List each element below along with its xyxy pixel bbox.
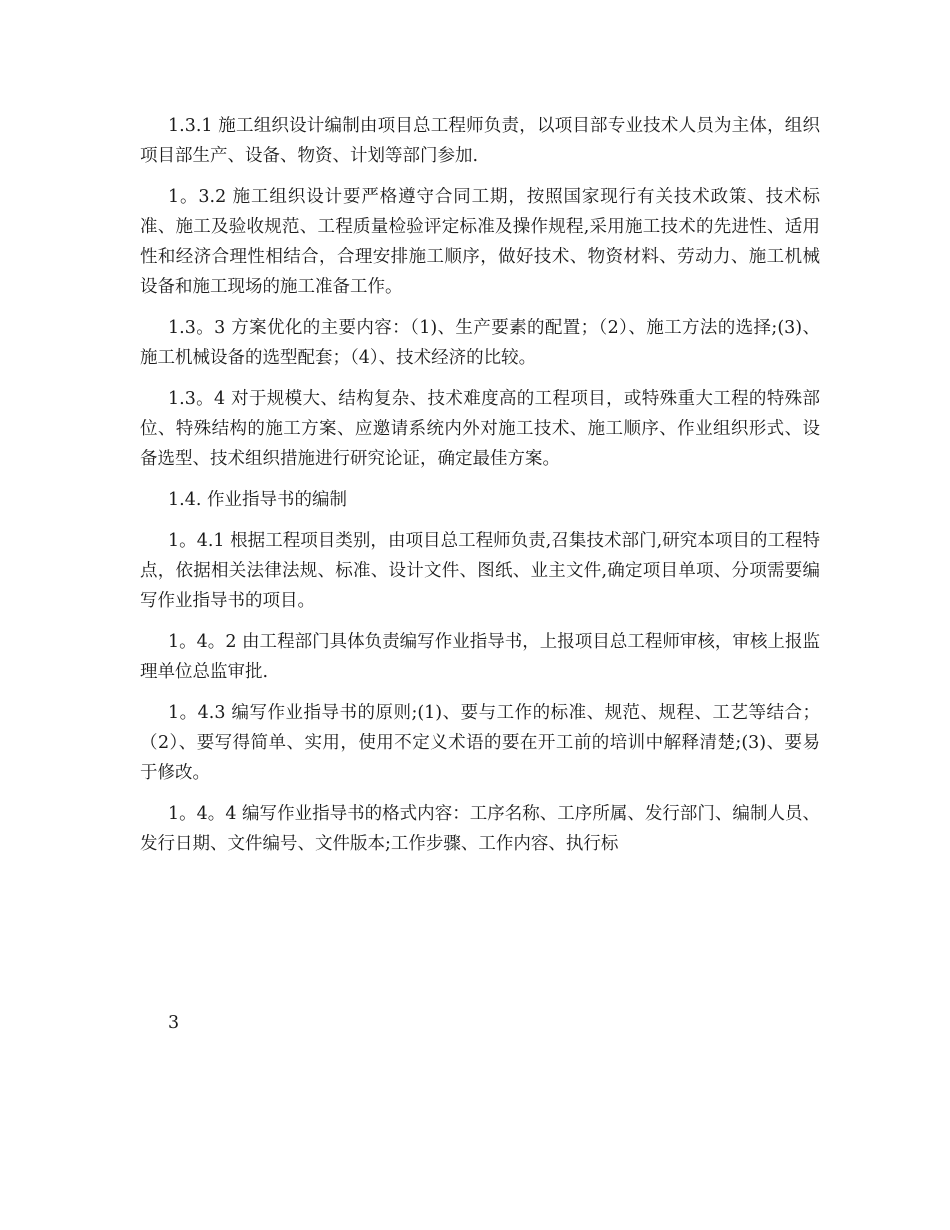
paragraph-1-3-3: 1.3。3 方案优化的主要内容：（1)、生产要素的配置；（2）、施工方法的选择;(3)、施工机械设备的选型配套；（4）、技术经济的比较。 bbox=[140, 318, 820, 368]
document-body bbox=[140, 111, 820, 870]
paragraph-1-3-4: 1.3。4 对于规模大、结构复杂、技术难度高的工程项目，或特殊重大工程的特殊部位、特殊结构的施工方案、应邀请系统内外对施工技术、施工顺序、作业组织形式、设备选型、技术组织措施进行研究论证，确定最佳方案。 bbox=[140, 389, 820, 469]
paragraph-1-4-1: 1。4.1 根据工程项目类别，由项目总工程师负责,召集技术部门,研究本项目的工程特点，依据相关法律法规、标准、设计文件、图纸、业主文件,确定项目单项、分项需要编写作业指导书的项目。 bbox=[140, 531, 820, 611]
paragraph-1-3-2: 1。3.2 施工组织设计要严格遵守合同工期，按照国家现行有关技术政策、技术标准、施工及验收规范、工程质量检验评定标准及操作规程,采用施工技术的先进性、适用性和经济合理性相结合，合理安排施工顺序，做好技术、物资材料、劳动力、施工机械设备和施工现场的施工准备工作。 bbox=[140, 187, 820, 297]
page-number: 3 bbox=[168, 1013, 180, 1033]
paragraph-1-4-4: 1。4。4 编写作业指导书的格式内容：工序名称、工序所属、发行部门、编制人员、发行日期、文件编号、文件版本;工作步骤、工作内容、执行标 bbox=[140, 804, 820, 854]
section-heading-1-4: 1.4. 作业指导书的编制 bbox=[168, 490, 347, 510]
paragraph-1-4-3: 1。4.3 编写作业指导书的原则;(1)、要与工作的标准、规范、规程、工艺等结合；（2）、要写得简单、实用，使用不定义术语的要在开工前的培训中解释清楚;(3)、要易于修改。 bbox=[140, 703, 820, 783]
paragraph-1-3-1: 1.3.1 施工组织设计编制由项目总工程师负责，以项目部专业技术人员为主体，组织项目部生产、设备、物资、计划等部门参加. bbox=[140, 116, 820, 166]
paragraph-1-4-2: 1。4。2 由工程部门具体负责编写作业指导书，上报项目总工程师审核，审核上报监理单位总监审批. bbox=[140, 632, 820, 682]
